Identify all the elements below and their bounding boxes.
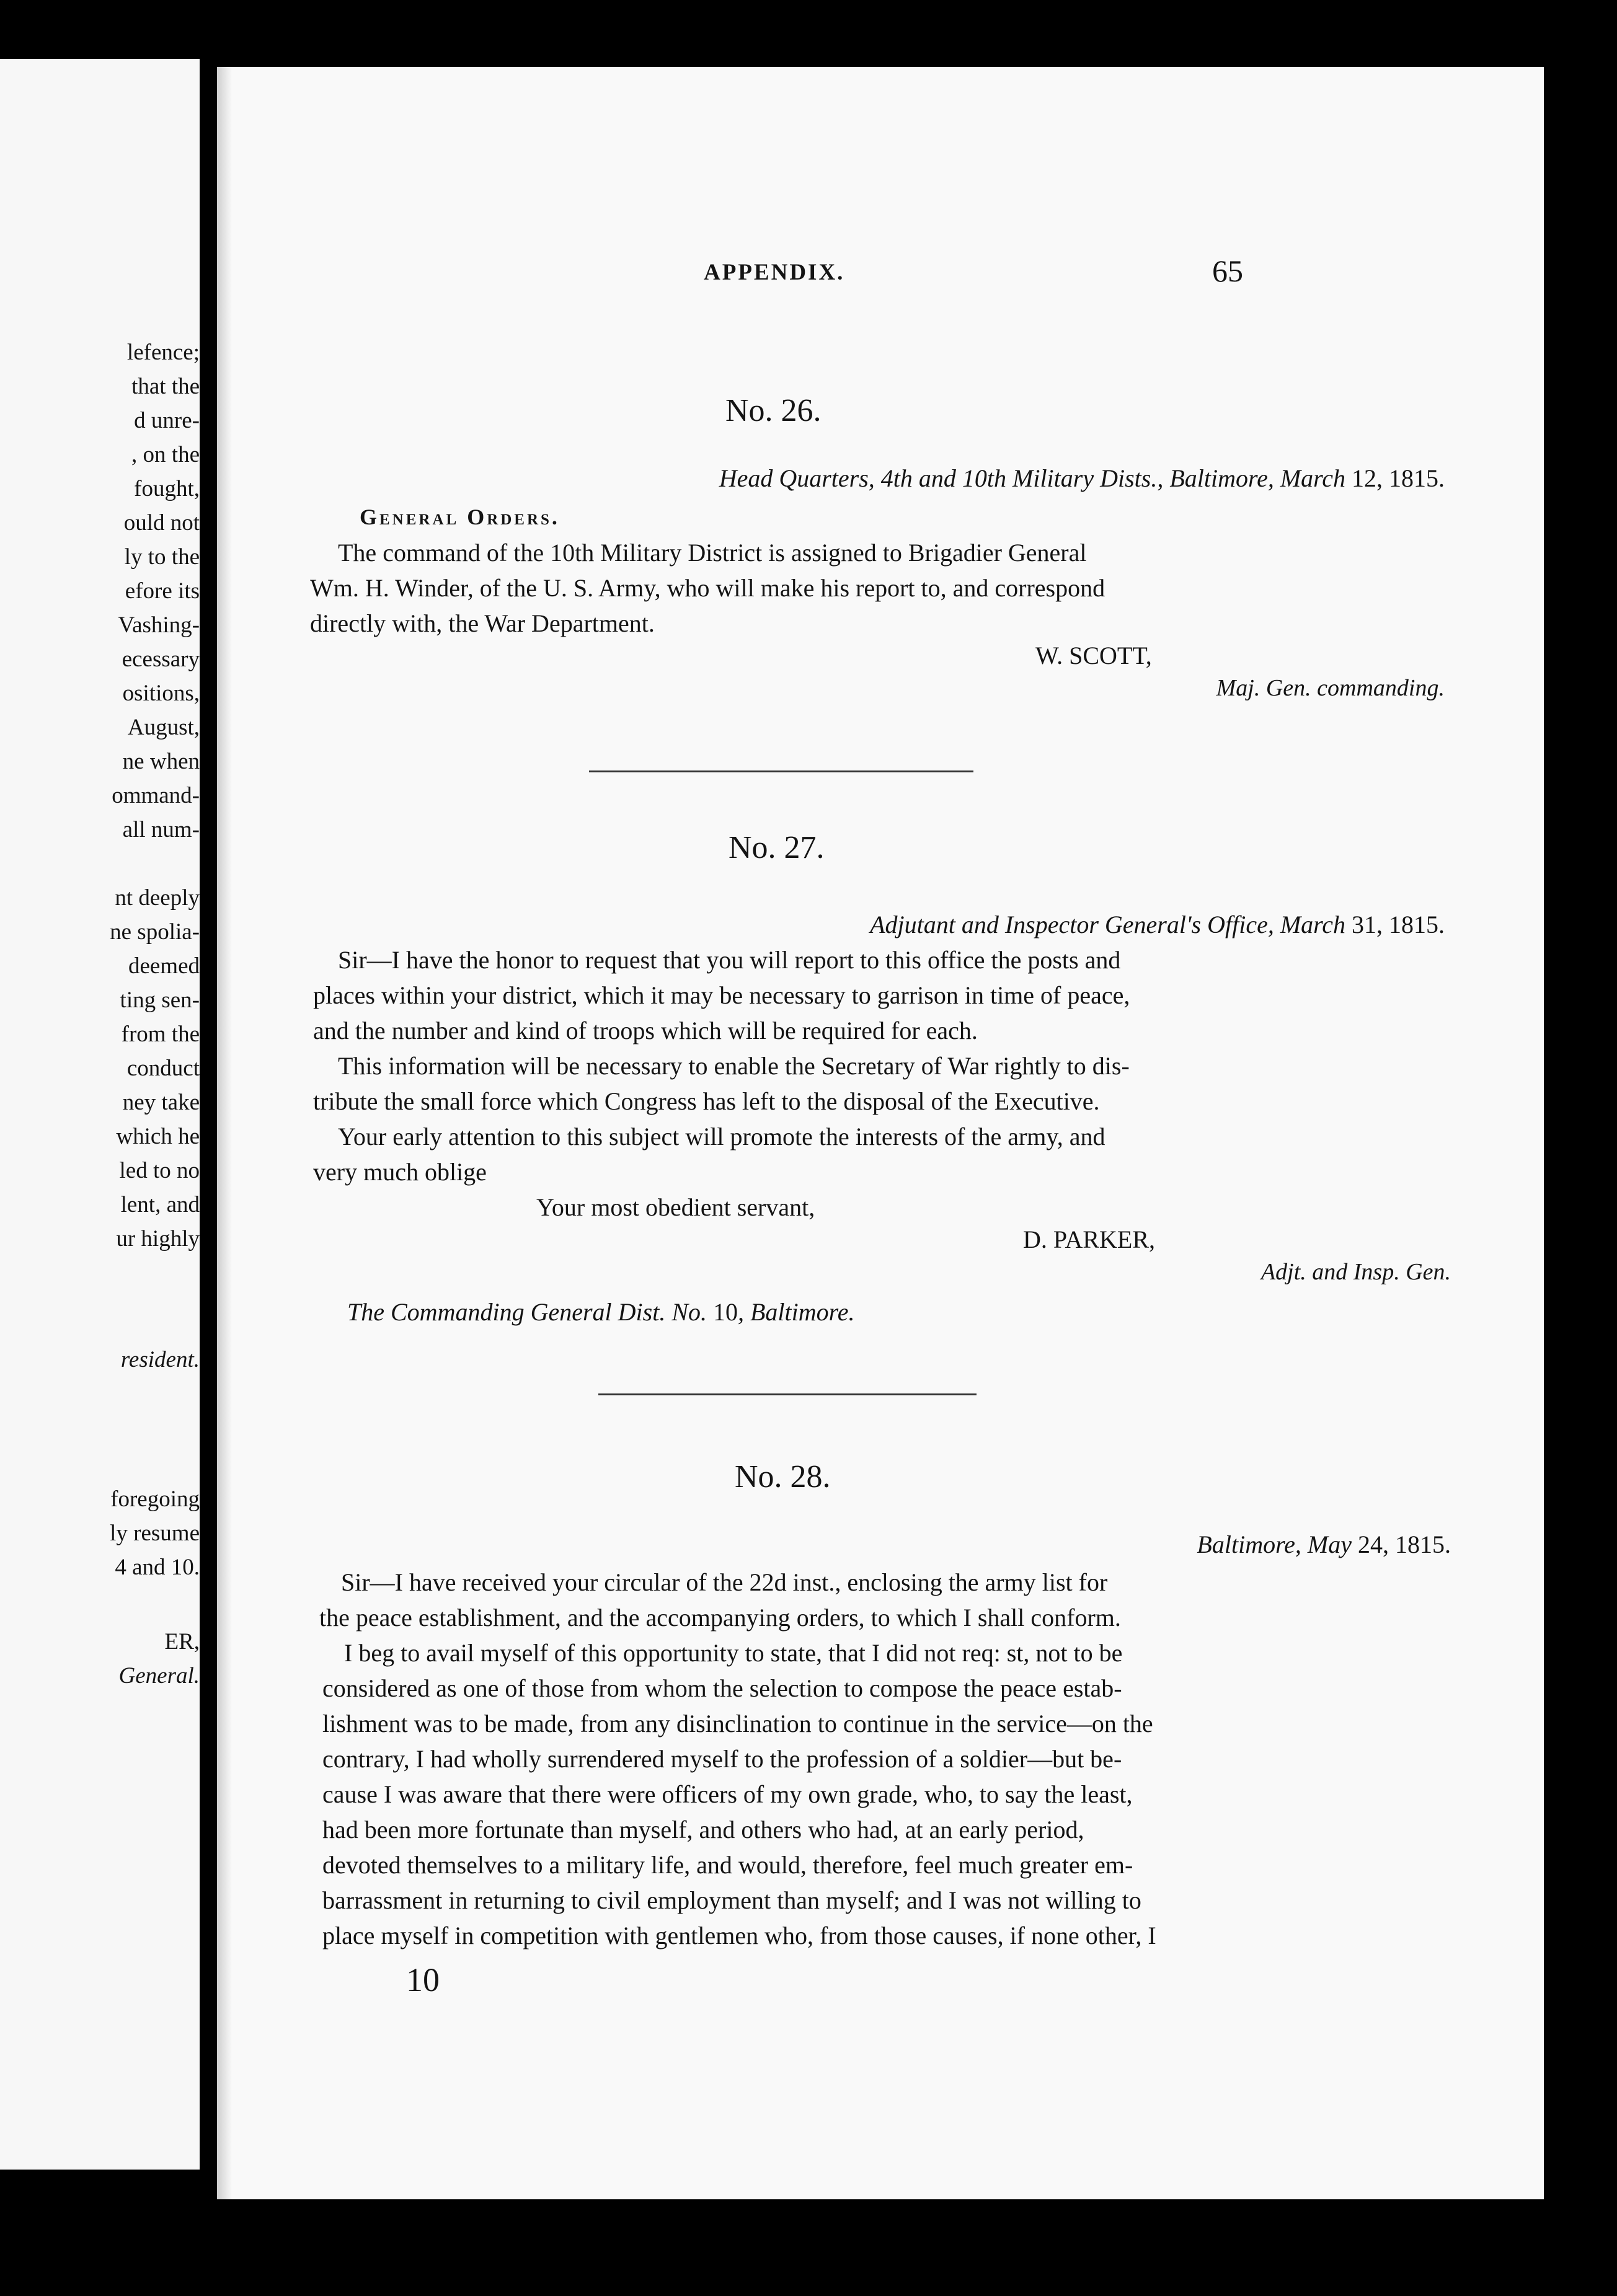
order-text-line: Wm. H. Winder, of the U. S. Army, who will make his report to, and correspond	[310, 574, 1105, 602]
left-page-line: which he	[116, 1124, 200, 1149]
main-page	[217, 67, 1544, 2199]
letter-text-line: had been more fortunate than myself, and others who had, at an early period,	[322, 1816, 1084, 1843]
addressee-27	[347, 1297, 855, 1327]
signature-title-scott: Maj. Gen. commanding.	[1216, 675, 1445, 701]
left-page-line: ly resume	[110, 1521, 200, 1546]
left-page-line: conduct	[126, 1056, 200, 1081]
letter-text-line: I beg to avail myself of this opportunity to state, that I did not req: st, not to be	[344, 1639, 1123, 1667]
general-orders-heading: General Orders.	[360, 505, 560, 529]
letter-text-line: and the number and kind of troops which will be required for each.	[313, 1017, 978, 1044]
signature-folio-mark: 10	[406, 1961, 440, 1998]
left-page-line: lefence;	[126, 340, 200, 365]
left-facing-page	[0, 59, 200, 2170]
dateline-27-place: Adjutant and Inspector General's Office, March	[870, 911, 1352, 938]
left-page-line: ER,	[164, 1629, 200, 1654]
letter-text-line: place myself in competition with gentlemen who, from those causes, if none other, I	[322, 1922, 1156, 1949]
left-page-line: resident.	[120, 1347, 200, 1372]
left-page-line: lent, and	[120, 1192, 200, 1217]
left-page-line: nt deeply	[115, 885, 200, 911]
left-page-line: General.	[118, 1663, 200, 1689]
signature-scott: W. SCOTT,	[1035, 642, 1152, 669]
left-page-line: ney take	[122, 1090, 200, 1115]
left-page-line: efore its	[125, 578, 200, 604]
left-page-line: ositions,	[122, 681, 200, 706]
left-page-line: all num-	[122, 817, 200, 842]
document-number-28: No. 28.	[735, 1459, 831, 1495]
letter-text-line: considered as one of those from whom the selection to compose the peace estab-	[322, 1674, 1122, 1702]
section-divider	[598, 1393, 977, 1395]
left-page-line: August,	[127, 715, 200, 740]
left-page-line: foregoing	[110, 1486, 200, 1512]
signature-title-parker: Adjt. and Insp. Gen.	[1260, 1259, 1451, 1285]
page-edge-shadow	[217, 67, 232, 2199]
dateline-28	[1197, 1530, 1451, 1559]
dateline-28-date: 24, 1815.	[1358, 1530, 1451, 1558]
letter-text-line: barrassment in returning to civil employment than myself; and I was not willing to	[322, 1886, 1141, 1914]
document-number-27: No. 27.	[729, 830, 825, 865]
left-page-line: ne when	[122, 749, 200, 774]
letter-text-line: very much oblige	[313, 1158, 487, 1186]
addressee-27-c: , Baltimore.	[738, 1298, 855, 1326]
letter-text-line: the peace establishment, and the accompanying orders, to which I shall conform.	[319, 1604, 1121, 1631]
left-page-line: from the	[121, 1022, 200, 1047]
dateline-26	[719, 464, 1445, 493]
letter-text-line: This information will be necessary to enable the Secretary of War rightly to dis-	[338, 1052, 1130, 1080]
order-text-line: directly with, the War Department.	[310, 609, 655, 637]
left-page-line: Vashing-	[118, 612, 200, 638]
left-page-line: ne spolia-	[110, 919, 200, 945]
left-page-line: ommand-	[112, 783, 200, 808]
section-divider	[589, 770, 973, 772]
dateline-28-place: Baltimore, May	[1197, 1530, 1358, 1558]
left-page-line: d unre-	[134, 408, 200, 433]
dateline-27	[870, 910, 1445, 939]
page-number: 65	[1212, 254, 1243, 288]
left-page-line: deemed	[128, 953, 200, 979]
left-page-line: , on the	[131, 442, 200, 467]
document-number-26: No. 26.	[725, 393, 822, 428]
left-page-line: ecessary	[122, 647, 200, 672]
left-page-line: led to no	[119, 1158, 200, 1183]
dateline-26-place: Head Quarters, 4th and 10th Military Dists., Baltimore, March	[719, 464, 1352, 492]
left-page-line: ting sen-	[120, 987, 200, 1013]
letter-closing: Your most obedient servant,	[536, 1193, 815, 1221]
letter-text-line: devoted themselves to a military life, and would, therefore, feel much greater em-	[322, 1851, 1133, 1879]
letter-text-line: lishment was to be made, from any disinclination to continue in the service—on the	[322, 1710, 1153, 1737]
left-page-line: ly to the	[124, 544, 200, 570]
addressee-27-b: 10	[713, 1298, 738, 1326]
left-page-line: ould not	[123, 510, 200, 536]
left-page-line: that the	[131, 374, 200, 399]
letter-text-line: places within your district, which it may be necessary to garrison in time of peace,	[313, 981, 1130, 1009]
letter-text-line: Sir—I have received your circular of the 22d inst., enclosing the army list for	[341, 1568, 1108, 1596]
signature-parker: D. PARKER,	[1023, 1225, 1156, 1253]
letter-text-line: tribute the small force which Congress has left to the disposal of the Executive.	[313, 1087, 1100, 1115]
running-head-title: APPENDIX.	[704, 260, 845, 285]
order-text-line: The command of the 10th Military District is assigned to Brigadier General	[338, 539, 1087, 567]
letter-text-line: cause I was aware that there were officers of my own grade, who, to say the least,	[322, 1780, 1133, 1808]
letter-text-line: Sir—I have the honor to request that you will report to this office the posts and	[338, 946, 1121, 974]
dateline-26-date: 12, 1815.	[1352, 464, 1445, 492]
left-page-line: fought,	[134, 476, 200, 501]
addressee-27-a: The Commanding General Dist. No.	[347, 1298, 713, 1326]
letter-text-line: Your early attention to this subject will promote the interests of the army, and	[338, 1123, 1105, 1150]
dateline-27-date: 31, 1815.	[1352, 911, 1445, 938]
letter-text-line: contrary, I had wholly surrendered myself to the profession of a soldier—but be-	[322, 1745, 1122, 1773]
left-page-line: 4 and 10.	[115, 1555, 200, 1580]
left-page-line: ur highly	[116, 1226, 200, 1252]
